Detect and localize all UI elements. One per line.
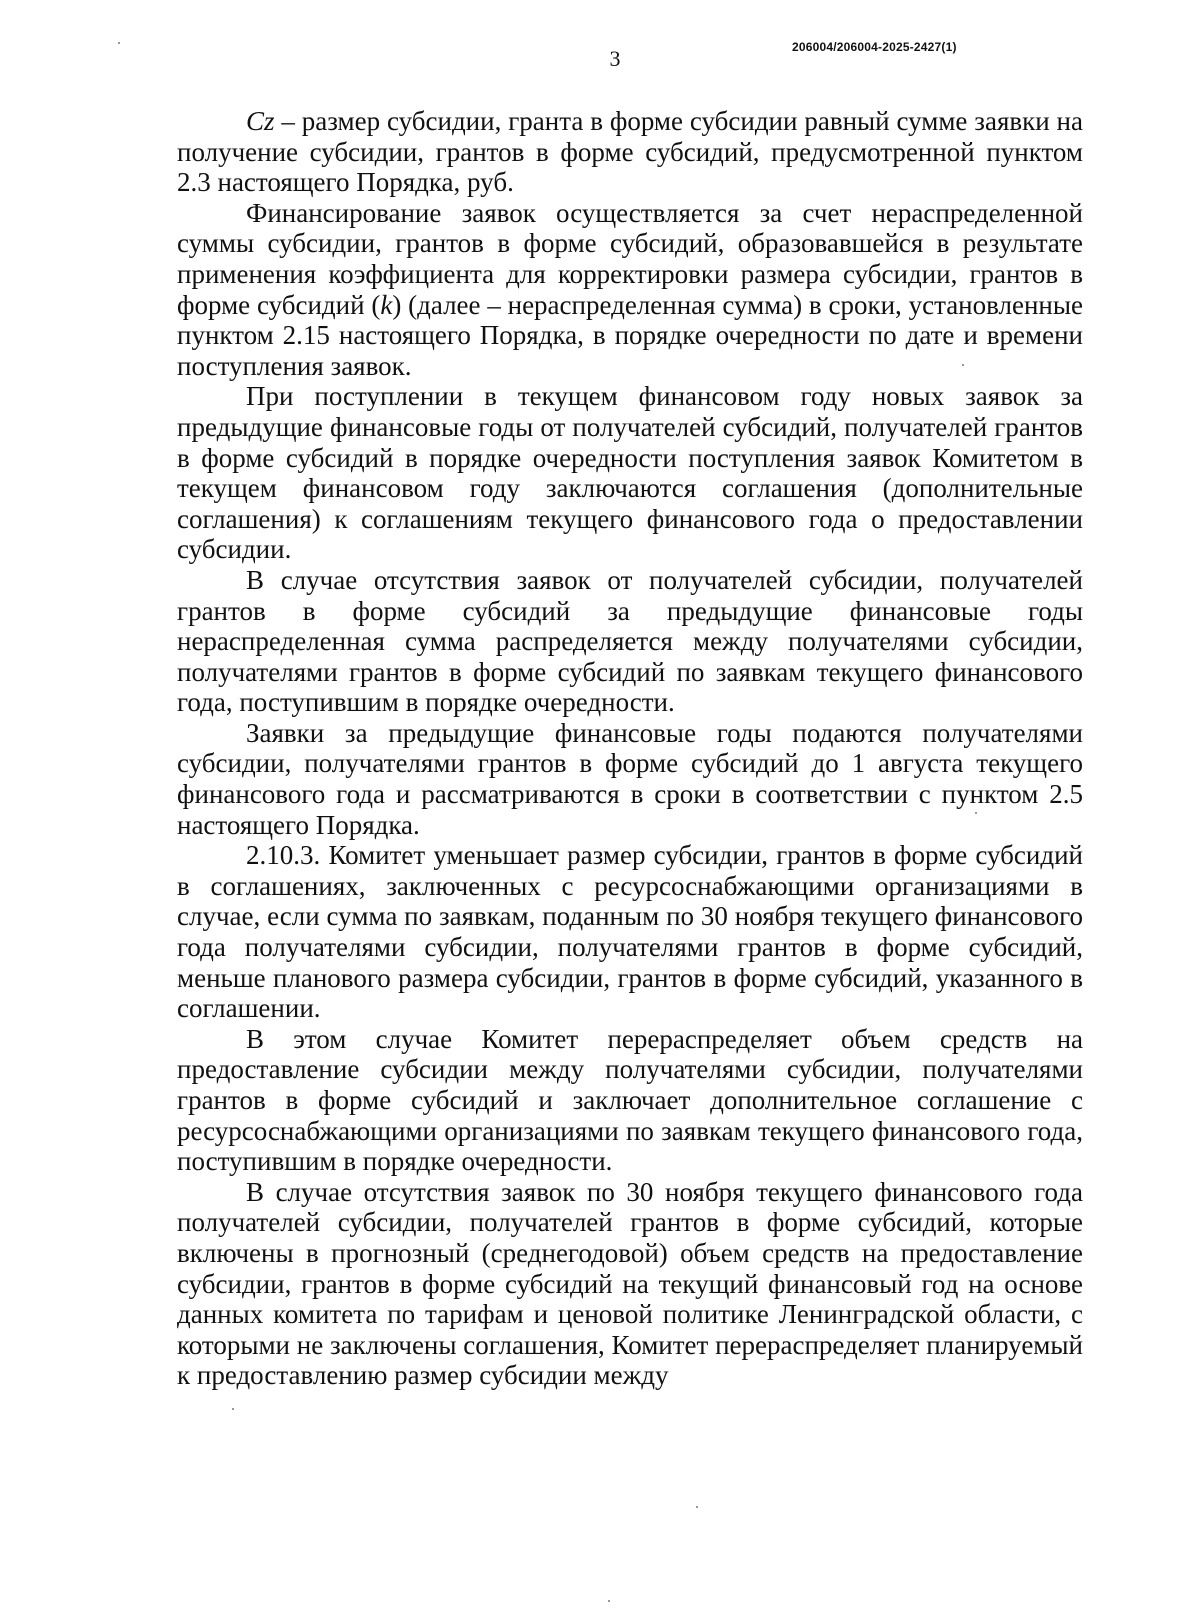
scan-speck <box>975 812 977 814</box>
paragraph-financing <box>177 198 1083 382</box>
formula-variable-k: k <box>380 289 393 320</box>
paragraph-clause-2-10-3: 2.10.3. Комитет уменьшает размер субсидии, грантов в форме субсидий в соглашениях, заключенных с ресурсоснабжающими организациями в случае, если сумма по заявкам, поданным по 30 ноября текущего финансового года получателями субсидии, получателями грантов в форме субсидий, меньше планового размера субсидии, грантов в форме субсидий, указанного в соглашении. <box>177 840 1083 1024</box>
document-id: 206004/206004-2025-2427(1) <box>792 40 957 54</box>
document-body <box>177 106 1083 1391</box>
page-number: 3 <box>609 46 621 71</box>
scan-speck <box>962 364 964 366</box>
formula-variable-cz: Cz <box>246 106 275 136</box>
paragraph-text: – размер субсидии, гранта в форме субсидии равный сумме заявки на получение субсидии, грантов в форме субсидий, предусмотренной пунктом 2.3 настоящего Порядка, руб. <box>177 106 1083 198</box>
paragraph-cz-definition <box>177 106 1083 198</box>
scan-speck <box>232 1408 234 1410</box>
paragraph-application-deadline: Заявки за предыдущие финансовые годы подаются получателями субсидии, получателями грантов в форме субсидий до 1 августа текущего финансового года и рассматриваются в сроки в соответствии с пунктом 2.5 настоящего Порядка. <box>177 717 1083 840</box>
scan-speck <box>118 42 120 44</box>
scan-speck <box>608 1600 610 1602</box>
paragraph-new-applications: При поступлении в текущем финансовом году новых заявок за предыдущие финансовые годы от получателей субсидий, получателей грантов в форме субсидий в порядке очередности поступления заявок Комитетом в текущем финансовом году заключаются соглашения (дополнительные соглашения) к соглашениям текущего финансового года о предоставлении субсидии. <box>177 381 1083 565</box>
paragraph-text: ) (далее – нераспределенная сумма) в сроки, установленные пунктом 2.15 настоящего Порядка, в порядке очередности по дате и времени поступления заявок. <box>177 289 1083 381</box>
paragraph-redistribution: В этом случае Комитет перераспределяет объем средств на предоставление субсидии между получателями субсидии, получателями грантов в форме субсидий и заключает дополнительное соглашение с ресурсоснабжающими организациями по заявкам текущего финансового года, поступившим в порядке очередности. <box>177 1023 1083 1177</box>
scan-speck <box>696 1506 698 1508</box>
paragraph-no-applications-november: В случае отсутствия заявок по 30 ноября текущего финансового года получателей субсидии, получателей грантов в форме субсидий, которые включены в прогнозный (среднегодовой) объем средств на предоставление субсидии, грантов в форме субсидий на текущий финансовый год на основе данных комитета по тарифам и ценовой политике Ленинградской области, с которыми не заключены соглашения, Комитет перераспределяет планируемый к предоставлению размер субсидии между <box>177 1176 1083 1391</box>
paragraph-no-applications-previous-years: В случае отсутствия заявок от получателей субсидии, получателей грантов в форме субсидий за предыдущие финансовые годы нераспределенная сумма распределяется между получателями субсидии, получателями грантов в форме субсидий по заявкам текущего финансового года, поступившим в порядке очередности. <box>177 564 1083 718</box>
paragraph-text: Финансирование заявок осуществляется за счет нераспределенной суммы субсидии, грантов в форме субсидий, образовавшейся в результате применения коэффициента для корректировки размера субсидии, грантов в форме субсидий ( <box>177 197 1083 320</box>
